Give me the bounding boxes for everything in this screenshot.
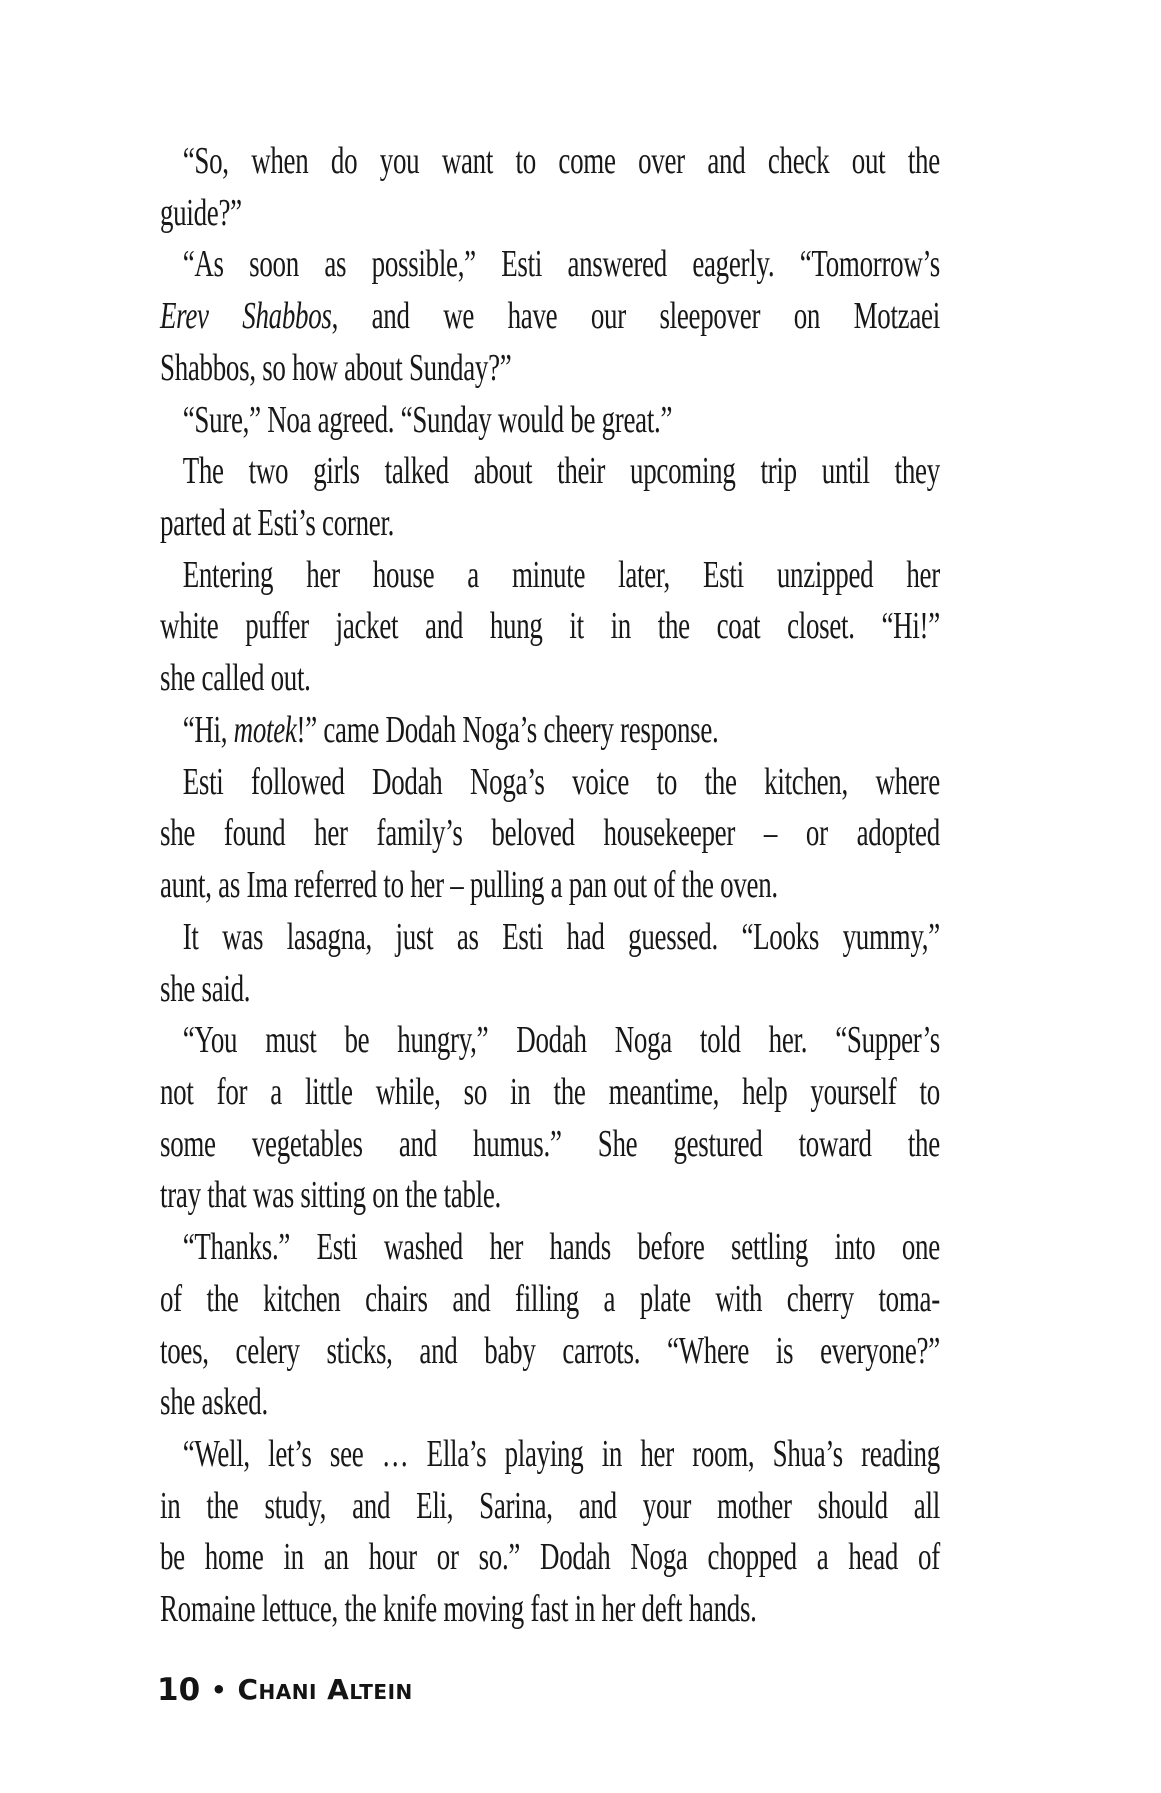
text-segment: not for a little while, so in the meantime, help yourself to <box>160 1070 940 1113</box>
text-line <box>160 860 940 912</box>
text-line <box>160 1067 940 1119</box>
text-line <box>160 136 940 188</box>
text-segment: tray that was sitting on the table. <box>160 1174 501 1217</box>
text-line <box>160 239 940 291</box>
text-line <box>160 1119 940 1171</box>
text-segment: It was lasagna, just as Esti had guessed. “Looks yummy,” <box>182 915 940 958</box>
text-segment: she called out. <box>160 657 311 700</box>
text-segment: guide?” <box>160 191 242 234</box>
text-line <box>160 446 940 498</box>
body-text <box>160 136 940 1636</box>
text-line <box>160 291 940 343</box>
text-segment: “Sure,” Noa agreed. “Sunday would be great.” <box>182 398 673 441</box>
page-footer <box>157 1672 413 1708</box>
text-line <box>160 550 940 602</box>
text-line <box>160 1584 940 1636</box>
text-segment: motek <box>233 708 297 751</box>
text-line <box>160 601 940 653</box>
text-segment: of the kitchen chairs and filling a plate with cherry toma- <box>160 1277 940 1320</box>
text-line <box>160 705 940 757</box>
text-line <box>160 757 940 809</box>
text-segment: she found her family’s beloved housekeeper – or adopted <box>160 812 940 855</box>
text-segment: toes, celery sticks, and baby carrots. “Where is everyone?” <box>160 1329 940 1372</box>
text-segment: “Well, let’s see … Ella’s playing in her room, Shua’s reading <box>182 1432 940 1475</box>
text-line <box>160 808 940 860</box>
text-line <box>160 188 940 240</box>
text-segment: parted at Esti’s corner. <box>160 502 395 545</box>
text-segment: Entering her house a minute later, Esti unzipped her <box>182 553 940 596</box>
page-number: 10 <box>157 1672 201 1708</box>
text-segment: she asked. <box>160 1381 268 1424</box>
text-line <box>160 343 940 395</box>
text-segment: Esti followed Dodah Noga’s voice to the kitchen, where <box>182 760 940 803</box>
text-line <box>160 964 940 1016</box>
text-line <box>160 1429 940 1481</box>
text-line <box>160 1377 940 1429</box>
text-segment: white puffer jacket and hung it in the coat closet. “Hi!” <box>160 605 940 648</box>
author-name: Chani Altein <box>237 1673 413 1706</box>
text-line <box>160 912 940 964</box>
text-line <box>160 498 940 550</box>
text-line <box>160 1481 940 1533</box>
text-segment: Shabbos, so how about Sunday?” <box>160 346 512 389</box>
text-line <box>160 1170 940 1222</box>
text-segment: “So, when do you want to come over and check out the <box>182 140 940 182</box>
text-segment: Romaine lettuce, the knife moving fast in her deft hands. <box>160 1588 757 1631</box>
text-line <box>160 1532 940 1584</box>
text-segment: in the study, and Eli, Sarina, and your mother should all <box>160 1484 940 1527</box>
text-line <box>160 653 940 705</box>
text-segment: she said. <box>160 967 251 1010</box>
text-line <box>160 1274 940 1326</box>
text-segment: , and we have our sleepover on Motzaei <box>331 295 940 338</box>
text-segment: aunt, as Ima referred to her – pulling a pan out of the oven. <box>160 864 778 907</box>
text-line <box>160 1222 940 1274</box>
text-segment: “As soon as possible,” Esti answered eagerly. “Tomorrow’s <box>182 243 940 286</box>
text-segment: “Thanks.” Esti washed her hands before settling into one <box>182 1226 940 1269</box>
text-segment: some vegetables and humus.” She gestured toward the <box>160 1122 940 1165</box>
text-line <box>160 395 940 447</box>
text-line <box>160 1326 940 1378</box>
text-segment: “Hi, <box>182 708 234 751</box>
text-segment: !” came Dodah Noga’s cheery response. <box>296 708 719 751</box>
text-segment: be home in an hour or so.” Dodah Noga chopped a head of <box>160 1536 940 1579</box>
text-segment: The two girls talked about their upcoming trip until they <box>182 450 940 493</box>
text-segment: Erev Shabbos <box>160 295 332 338</box>
text-line <box>160 1015 940 1067</box>
footer-bullet-icon: • <box>211 1676 227 1704</box>
text-segment: “You must be hungry,” Dodah Noga told her. “Supper’s <box>182 1019 940 1062</box>
